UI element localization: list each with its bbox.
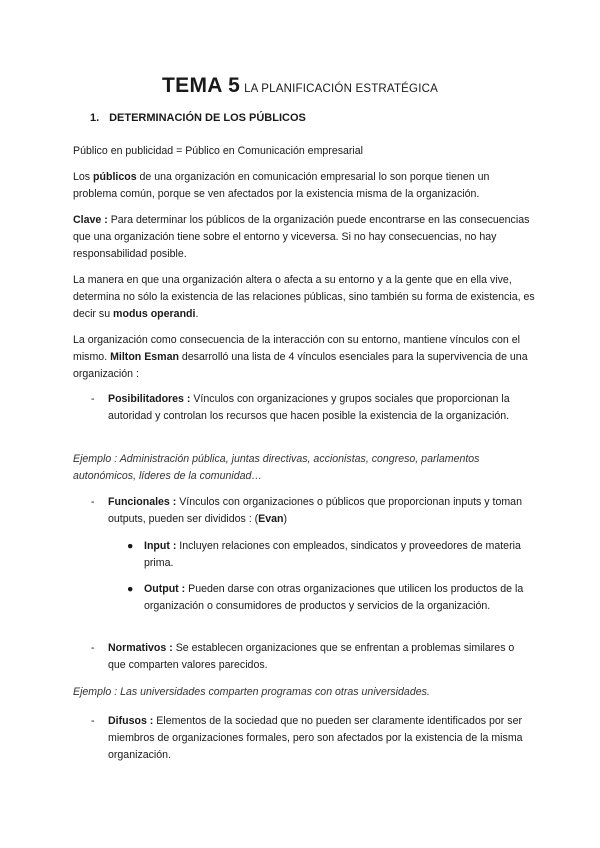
section-heading (90, 112, 306, 124)
sub1-text: Incluyen relaciones con empleados, sindicatos y proveedores de materia prima. (144, 540, 521, 569)
item2-text: Vínculos con organizaciones o públicos que proporcionan inputs y toman outputs, pueden ser divididos : ( (108, 496, 522, 525)
p2-text-a: Los (73, 171, 94, 183)
page-title (0, 74, 600, 98)
example-1: Ejemplo : Administración pública, juntas directivas, accionistas, congreso, parlamentos autonómicos, líderes de la comunidad… (73, 453, 480, 482)
item1-bold: Posibilitadores : (108, 393, 191, 405)
p4-text-c: . (195, 308, 199, 320)
p5-text-a: La organización como consecuencia de la interacción con su entorno, mantiene vínculos con el mismo. (73, 334, 520, 363)
p4-text-a: La manera en que una organización altera o afecta a su entorno y a la gente que en ella vive, determina no sólo la existencia de las relaciones públicas, sino también su forma de existencia, es decir su (73, 274, 535, 320)
sub2-bold: Output : (144, 583, 186, 595)
item2-bold: Funcionales : (108, 496, 177, 508)
p3-bold: Clave : (73, 214, 108, 226)
p5-text-c: desarrolló una lista de 4 vínculos esenciales para la supervivencia de una organización : (73, 351, 528, 380)
item3-bold: Normativos : (108, 642, 173, 654)
title-main: TEMA 5 (162, 74, 241, 97)
item4-bold: Difusos : (108, 715, 154, 727)
list-item-difusos (108, 713, 528, 764)
item3-text: Se establecen organizaciones que se enfrentan a problemas similares o que comparten valores parecidos. (108, 642, 515, 671)
paragraph-5 (73, 332, 535, 383)
sub2-text: Pueden darse con otras organizaciones que utilicen los productos de la organización o consumidores de productos y servicios de la organización. (144, 583, 524, 612)
sub1-bold: Input : (144, 540, 177, 552)
sub-item-output (144, 581, 524, 615)
list-dash-4: - (91, 715, 95, 727)
list-item-funcionales (108, 494, 528, 528)
item1-text: Vínculos con organizaciones y grupos sociales que proporcionan la autoridad y controlan los recursos que hacen posible la existencia de la organización. (108, 393, 510, 422)
list-dash-3: - (91, 642, 95, 654)
sub-bullet-1: ● (127, 540, 134, 552)
list-item-normativos (108, 640, 528, 674)
item4-text: Elementos de la sociedad que no pueden ser claramente identificados por ser miembros de organizaciones formales, pero son afectados por la existencia de la misma organización. (108, 715, 523, 761)
p4-bold: modus operandi (113, 308, 196, 320)
section-number: 1. (90, 112, 100, 124)
paragraph-3 (73, 212, 535, 263)
list-item-posibilitadores (108, 391, 528, 425)
p3-text: Para determinar los públicos de la organización puede encontrarse en las consecuencias que una organización tiene sobre el entorno y viceversa. Si no hay consecuencias, no hay responsabilidad posible. (73, 214, 530, 260)
sub-bullet-2: ● (127, 583, 134, 595)
item2-text-end: ) (283, 513, 288, 525)
list-dash-1: - (91, 393, 95, 405)
p2-bold: públicos (93, 171, 137, 183)
paragraph-1: Público en publicidad = Público en Comunicación empresarial (73, 145, 364, 157)
p5-bold: Milton Esman (110, 351, 179, 363)
list-dash-2: - (91, 496, 95, 508)
sub-item-input (144, 538, 524, 572)
p2-text-c: de una organización en comunicación empresarial lo son porque tienen un problema común, porque se ven afectados por la existencia misma de la organización. (73, 171, 490, 200)
title-sub: LA PLANIFICACIÓN ESTRATÉGICA (244, 83, 438, 95)
paragraph-4 (73, 272, 535, 323)
section-heading-text: DETERMINACIÓN DE LOS PÚBLICOS (109, 112, 306, 124)
paragraph-2 (73, 169, 535, 203)
item2-bold-evan: Evan (258, 513, 284, 525)
example-2: Ejemplo : Las universidades comparten programas con otras universidades. (73, 686, 430, 698)
